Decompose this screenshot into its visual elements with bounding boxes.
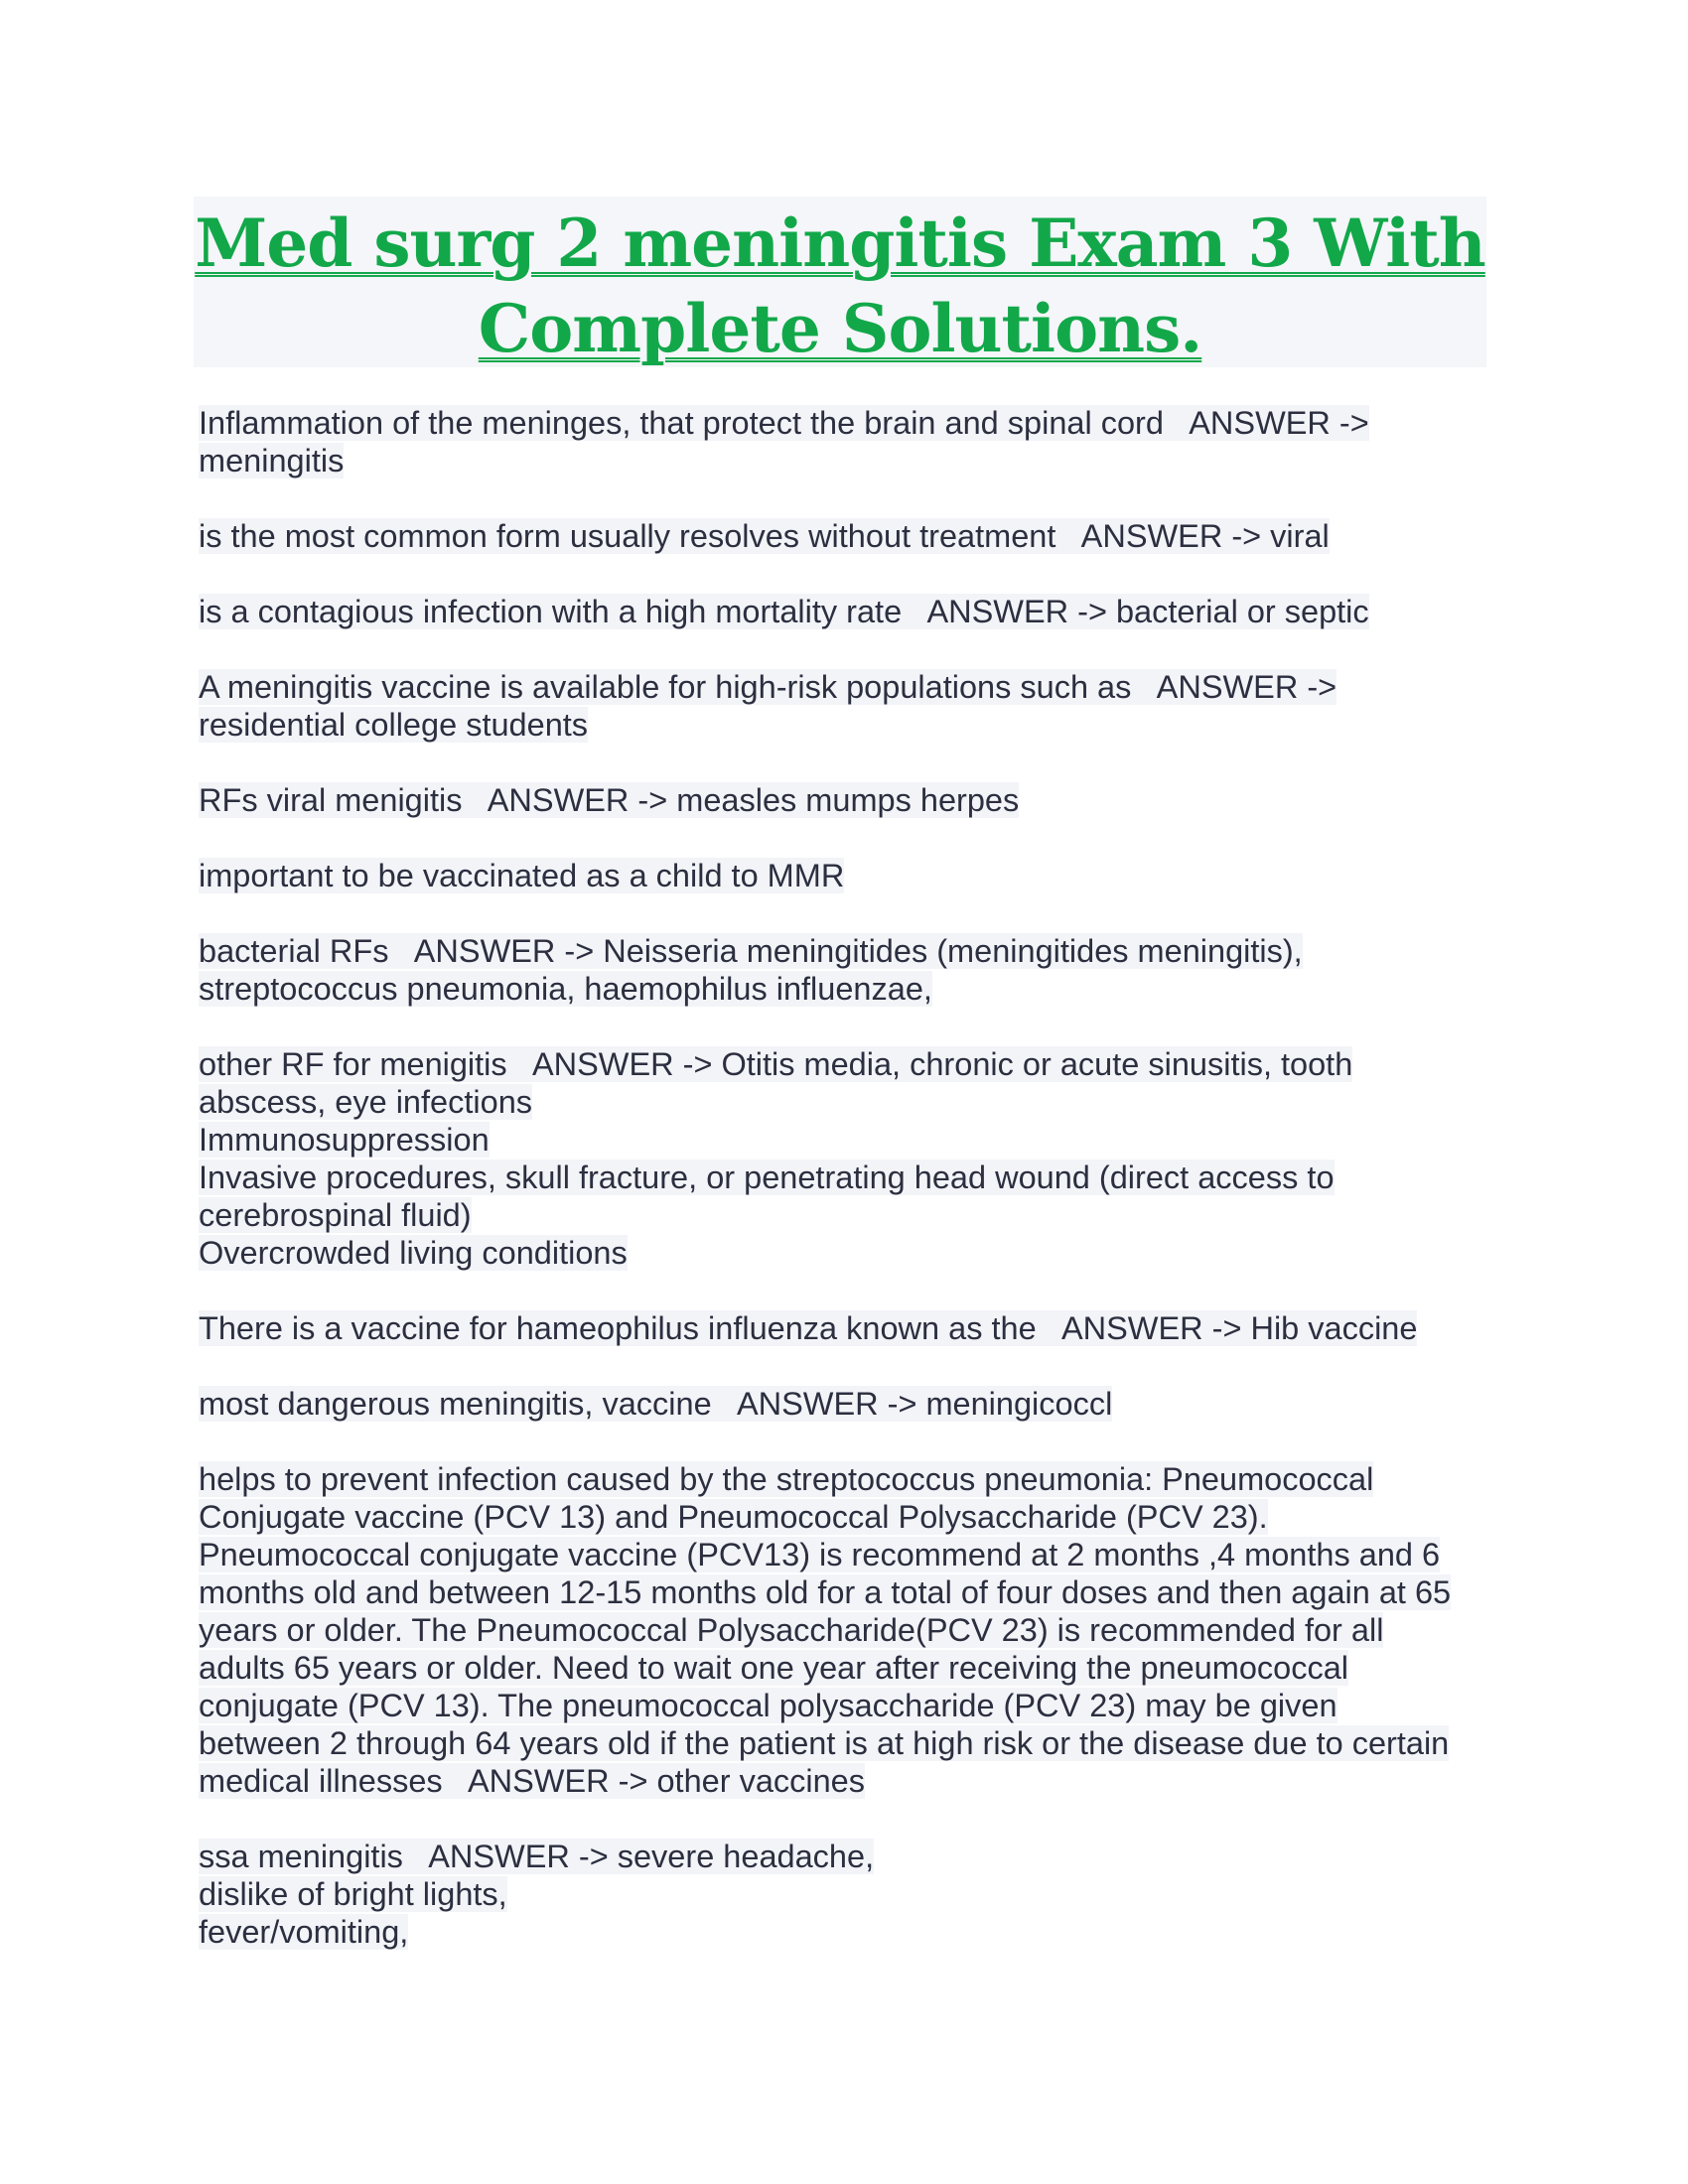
qa-line (199, 1234, 1509, 1272)
qa-line (199, 1724, 1509, 1762)
qa-text: There is a vaccine for hameophilus influenza known as the ANSWER -> Hib vaccine (199, 1310, 1418, 1346)
qa-line (199, 1498, 1509, 1536)
document-title (194, 197, 1486, 371)
qa-line (199, 1838, 1509, 1875)
qa-text: cerebrospinal fluid) (199, 1197, 472, 1233)
qa-line (199, 1649, 1509, 1687)
qa-text: RFs viral menigitis ANSWER -> measles mumps herpes (199, 782, 1020, 818)
qa-item (199, 404, 1509, 479)
qa-text: A meningitis vaccine is available for high-risk populations such as ANSWER -> (199, 669, 1337, 705)
qa-line (199, 781, 1509, 819)
qa-text: meningitis (199, 443, 345, 478)
qa-line (199, 932, 1509, 970)
qa-item (199, 781, 1509, 819)
qa-item (199, 668, 1509, 744)
qa-text: abscess, eye infections (199, 1084, 533, 1120)
qa-text: years or older. The Pneumococcal Polysaccharide(PCV 23) is recommended for all (199, 1612, 1384, 1648)
qa-text: is the most common form usually resolves without treatment ANSWER -> viral (199, 518, 1330, 554)
qa-text: is a contagious infection with a high mortality rate ANSWER -> bacterial or septic (199, 594, 1369, 629)
title-line-2: Complete Solutions. (478, 290, 1202, 367)
qa-text: ssa meningitis ANSWER -> severe headache, (199, 1839, 875, 1874)
qa-line (199, 1611, 1509, 1649)
qa-text: between 2 through 64 years old if the patient is at high risk or the disease due to certain (199, 1725, 1450, 1761)
qa-text: dislike of bright lights, (199, 1876, 507, 1912)
qa-line (199, 857, 1509, 894)
qa-line (199, 1875, 1509, 1913)
qa-text: most dangerous meningitis, vaccine ANSWER -> meningicoccl (199, 1386, 1113, 1422)
title-banner (194, 197, 1486, 367)
qa-text: fever/vomiting, (199, 1914, 409, 1950)
qa-line (199, 1573, 1509, 1611)
title-line-1: Med surg 2 meningitis Exam 3 With (195, 205, 1485, 282)
qa-line (199, 1083, 1509, 1121)
qa-line (199, 517, 1509, 555)
qa-line (199, 1762, 1509, 1800)
qa-line (199, 1159, 1509, 1196)
qa-text: medical illnesses ANSWER -> other vaccines (199, 1763, 866, 1799)
qa-text: months old and between 12-15 months old for a total of four doses and then again at 65 (199, 1574, 1452, 1610)
qa-line (199, 1687, 1509, 1724)
qa-item (199, 1460, 1509, 1800)
qa-item (199, 1838, 1509, 1951)
qa-line (199, 593, 1509, 630)
qa-item (199, 1045, 1509, 1272)
qa-text: Pneumococcal conjugate vaccine (PCV13) is recommend at 2 months ,4 months and 6 (199, 1537, 1441, 1572)
qa-text: Inflammation of the meninges, that protect the brain and spinal cord ANSWER -> (199, 405, 1369, 441)
qa-text: conjugate (PCV 13). The pneumococcal polysaccharide (PCV 23) may be given (199, 1688, 1337, 1723)
qa-text: Conjugate vaccine (PCV 13) and Pneumococcal Polysaccharide (PCV 23). (199, 1499, 1268, 1535)
qa-line (199, 1121, 1509, 1159)
qa-line (199, 1045, 1509, 1083)
qa-line (199, 442, 1509, 479)
qa-text: Immunosuppression (199, 1122, 490, 1158)
qa-line (199, 1460, 1509, 1498)
qa-line (199, 404, 1509, 442)
qa-line (199, 706, 1509, 744)
qa-line (199, 970, 1509, 1008)
qa-line (199, 668, 1509, 706)
qa-line (199, 1536, 1509, 1573)
qa-text: Overcrowded living conditions (199, 1235, 628, 1271)
qa-line (199, 1309, 1509, 1347)
document-body (199, 404, 1509, 1988)
qa-text: residential college students (199, 707, 589, 743)
qa-line (199, 1196, 1509, 1234)
qa-item (199, 1385, 1509, 1423)
qa-text: important to be vaccinated as a child to MMR (199, 858, 845, 893)
qa-text: adults 65 years or older. Need to wait one year after receiving the pneumococcal (199, 1650, 1349, 1686)
qa-text: other RF for menigitis ANSWER -> Otitis media, chronic or acute sinusitis, tooth (199, 1046, 1353, 1082)
qa-text: bacterial RFs ANSWER -> Neisseria meningitides (meningitides meningitis), (199, 933, 1303, 969)
qa-text: streptococcus pneumonia, haemophilus influenzae, (199, 971, 932, 1007)
qa-text: Invasive procedures, skull fracture, or penetrating head wound (direct access to (199, 1160, 1335, 1195)
qa-item (199, 593, 1509, 630)
qa-item (199, 517, 1509, 555)
qa-line (199, 1913, 1509, 1951)
qa-item (199, 932, 1509, 1008)
qa-item (199, 1309, 1509, 1347)
qa-text: helps to prevent infection caused by the streptococcus pneumonia: Pneumococcal (199, 1461, 1374, 1497)
qa-item (199, 857, 1509, 894)
qa-line (199, 1385, 1509, 1423)
